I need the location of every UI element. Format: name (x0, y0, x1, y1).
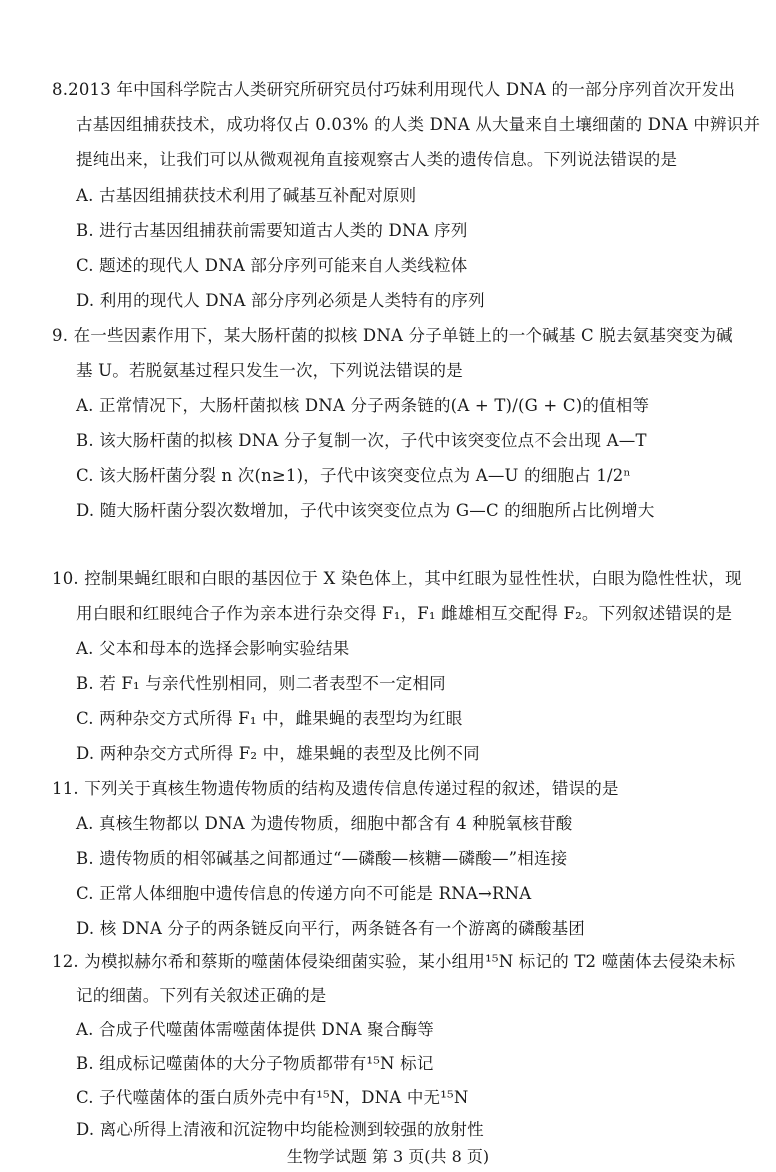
q11-option-b: B. 遗传物质的相邻碱基之间都通过“—磷酸—核糖—磷酸—”相连接 (76, 849, 568, 868)
q12-option-a: A. 合成子代噬菌体需噬菌体提供 DNA 聚合酶等 (76, 1020, 434, 1039)
q10-option-a: A. 父本和母本的选择会影响实验结果 (76, 639, 350, 658)
q12-option-d: D. 离心所得上清液和沉淀物中均能检测到较强的放射性 (76, 1120, 484, 1139)
q10-stem-line-1: 10. 控制果蝇红眼和白眼的基因位于 X 染色体上，其中红眼为显性性状，白眼为隐性性状，现 (52, 569, 742, 588)
q8-option-c: C. 题述的现代人 DNA 部分序列可能来自人类线粒体 (76, 256, 468, 275)
q12-option-b: B. 组成标记噬菌体的大分子物质都带有¹⁵N 标记 (76, 1054, 434, 1073)
q11-option-c: C. 正常人体细胞中遗传信息的传递方向不可能是 RNA→RNA (76, 884, 532, 903)
q9-option-a: A. 正常情况下，大肠杆菌拟核 DNA 分子两条链的(A + T)/(G + C)的值相等 (76, 396, 650, 415)
q12-stem-line-1: 12. 为模拟赫尔希和蔡斯的噬菌体侵染细菌实验，某小组用¹⁵N 标记的 T2 噬菌体去侵染未标 (52, 952, 736, 971)
q9-option-c: C. 该大肠杆菌分裂 n 次(n≥1)，子代中该突变位点为 A—U 的细胞占 1/2ⁿ (76, 466, 631, 485)
page-footer: 生物学试题 第 3 页(共 8 页) (286, 1147, 490, 1166)
q10-option-d: D. 两种杂交方式所得 F₂ 中，雄果蝇的表型及比例不同 (76, 744, 480, 763)
q9-option-d: D. 随大肠杆菌分裂次数增加，子代中该突变位点为 G—C 的细胞所占比例增大 (76, 501, 655, 520)
q11-stem-line-1: 11. 下列关于真核生物遗传物质的结构及遗传信息传递过程的叙述，错误的是 (52, 779, 619, 798)
q12-option-c: C. 子代噬菌体的蛋白质外壳中有¹⁵N，DNA 中无¹⁵N (76, 1088, 469, 1107)
q8-option-a: A. 古基因组捕获技术利用了碱基互补配对原则 (76, 186, 417, 205)
q8-stem-line-2: 古基因组捕获技术，成功将仅占 0.03% 的人类 DNA 从大量来自土壤细菌的 DNA 中辨识并 (76, 115, 761, 134)
q10-option-c: C. 两种杂交方式所得 F₁ 中，雌果蝇的表型均为红眼 (76, 709, 463, 728)
q8-option-d: D. 利用的现代人 DNA 部分序列必须是人类特有的序列 (76, 291, 485, 310)
q8-stem-line-1: 8.2013 年中国科学院古人类研究所研究员付巧妹利用现代人 DNA 的一部分序列首次开发出 (52, 80, 736, 99)
q8-option-b: B. 进行古基因组捕获前需要知道古人类的 DNA 序列 (76, 221, 468, 240)
q10-option-b: B. 若 F₁ 与亲代性别相同，则二者表型不一定相同 (76, 674, 446, 693)
q10-stem-line-2: 用白眼和红眼纯合子作为亲本进行杂交得 F₁，F₁ 雌雄相互交配得 F₂。下列叙述错误的是 (76, 604, 733, 623)
q9-option-b: B. 该大肠杆菌的拟核 DNA 分子复制一次，子代中该突变位点不会出现 A—T (76, 431, 647, 450)
q9-stem-line-2: 基 U。若脱氨基过程只发生一次，下列说法错误的是 (76, 361, 463, 380)
q12-stem-line-2: 记的细菌。下列有关叙述正确的是 (76, 986, 327, 1005)
q9-stem-line-1: 9. 在一些因素作用下，某大肠杆菌的拟核 DNA 分子单链上的一个碱基 C 脱去氨基突变为碱 (52, 326, 733, 345)
q11-option-d: D. 核 DNA 分子的两条链反向平行，两条链各有一个游离的磷酸基团 (76, 919, 586, 938)
q8-stem-line-3: 提纯出来，让我们可以从微观视角直接观察古人类的遗传信息。下列说法错误的是 (76, 150, 678, 169)
q11-option-a: A. 真核生物都以 DNA 为遗传物质，细胞中都含有 4 种脱氧核苷酸 (76, 814, 573, 833)
